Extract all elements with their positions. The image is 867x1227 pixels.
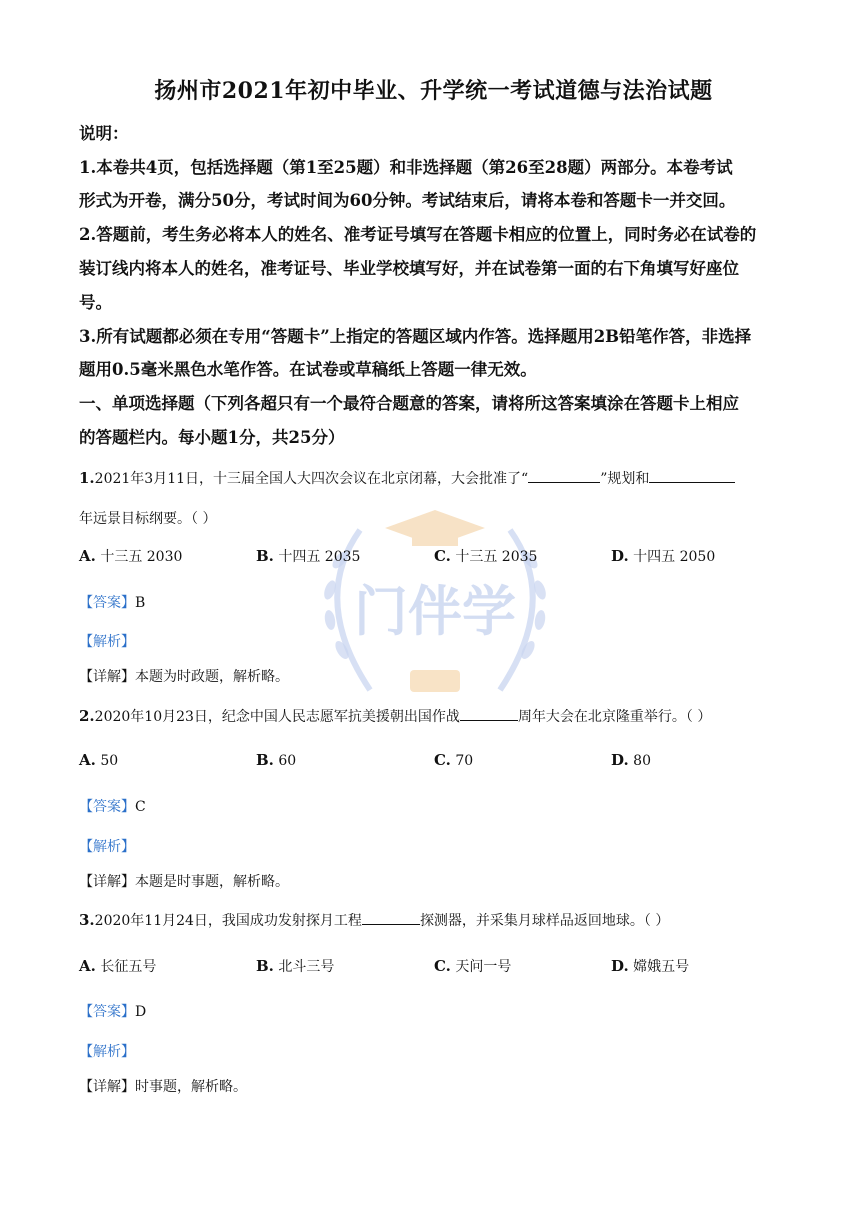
intro-line: 2.答题前，考生务必将本人的姓名、准考证号填写在答题卡相应的位置上，同时务必在试卷的 (79, 225, 757, 244)
analysis-tag: 【解析】 (79, 839, 135, 855)
option-d: D. 嫦娥五号 (611, 957, 690, 975)
laurel-graduation-cap-icon (300, 490, 570, 720)
answer-blank (528, 468, 600, 483)
detail-tag: 【详解】时事题，解析略。 (79, 1079, 247, 1095)
intro-line: 3.所有试题都必须在专用“答题卡”上指定的答题区域内作答。选择题用2B铅笔作答，非选择 (79, 327, 752, 346)
question-number: 1. (79, 469, 95, 487)
option-b: B. 十四五 2035 (256, 547, 361, 565)
option-c: C. 十三五 2035 (434, 547, 538, 565)
question-2-stem: 2.2020年10月23日，纪念中国人民志愿军抗美援朝出国作战 周年大会在北京隆重举行。（ ） (79, 707, 712, 725)
option-b: B. 60 (256, 751, 297, 769)
intro-line: 1.本卷共4页，包括选择题（第1至25题）和非选择题（第26至28题）两部分。本卷考试 (79, 158, 733, 177)
intro-line: 形式为开卷，满分50分，考试时间为60分钟。考试结束后，请将本卷和答题卡一并交回。 (79, 191, 736, 210)
answer-tag: 【答案】D (79, 1004, 147, 1020)
option-b: B. 北斗三号 (256, 957, 335, 975)
section-heading: 的答题栏内。每小题1分，共25分） (79, 428, 345, 447)
intro-line: 号。 (79, 293, 112, 312)
question-number: 3. (79, 911, 95, 929)
answer-tag: 【答案】C (79, 799, 146, 815)
option-d: D. 十四五 2050 (611, 547, 716, 565)
option-d: D. 80 (611, 751, 651, 769)
analysis-tag: 【解析】 (79, 634, 135, 650)
answer-tag: 【答案】B (79, 595, 146, 611)
intro-heading: 说明： (79, 124, 129, 143)
watermark-text: 门伴学 (354, 580, 516, 643)
answer-blank (362, 910, 420, 925)
answer-blank (460, 706, 518, 721)
question-3-stem: 3.2020年11月24日，我国成功发射探月工程 探测器，并采集月球样品返回地球。（ ） (79, 911, 670, 929)
page-title: 扬州市2021年初中毕业、升学统一考试道德与法治试题 (154, 78, 713, 104)
intro-line: 题用0.5毫米黑色水笔作答。在试卷或草稿纸上答题一律无效。 (79, 360, 537, 379)
section-heading: 一、单项选择题（下列各超只有一个最符合题意的答案，请将所这答案填涂在答题卡上相应 (79, 394, 739, 413)
question-1-stem: 1.2021年3月11日，十三届全国人大四次会议在北京闭幕，大会批准了“ ”规划和 (79, 468, 735, 488)
option-c: C. 70 (434, 751, 474, 769)
question-number: 2. (79, 707, 95, 725)
analysis-tag: 【解析】 (79, 1044, 135, 1060)
detail-tag: 【详解】本题是时事题，解析略。 (79, 874, 289, 890)
intro-line: 装订线内将本人的姓名，准考证号、毕业学校填写好，并在试卷第一面的右下角填写好座位 (79, 259, 739, 278)
detail-tag: 【详解】本题为时政题，解析略。 (79, 669, 289, 685)
option-a: A. 十三五 2030 (79, 547, 183, 565)
option-c: C. 天问一号 (434, 957, 512, 975)
option-a: A. 50 (79, 751, 119, 769)
option-a: A. 长征五号 (79, 957, 157, 975)
question-1-stem-cont: 年远景目标纲要。（ ） (79, 511, 217, 527)
answer-blank (649, 468, 735, 483)
